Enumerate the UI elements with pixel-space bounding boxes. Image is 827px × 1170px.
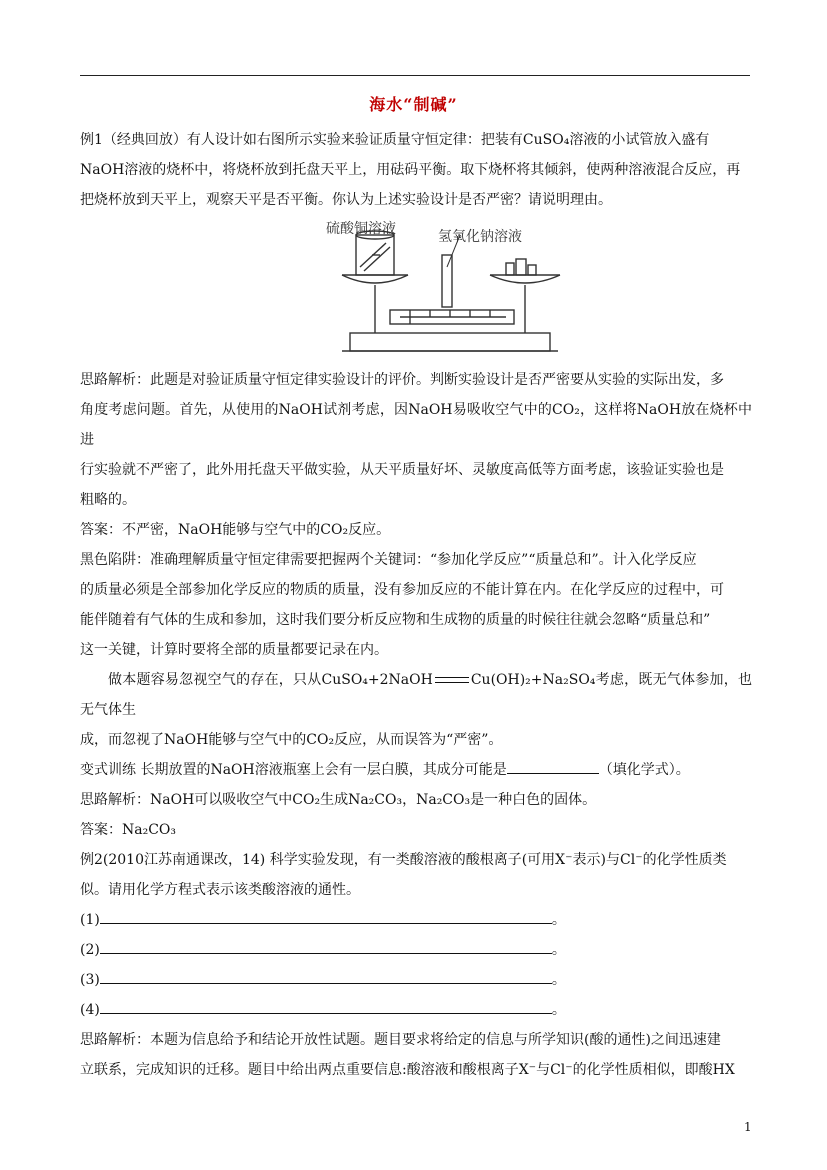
blank-line-2: [80, 935, 752, 965]
page-title: 海水“制碱”: [369, 95, 458, 114]
document-body: [80, 125, 752, 1085]
equation-equals-sign: [435, 677, 469, 683]
analysis-1-line-1: 思路解析：此题是对验证质量守恒定律实验设计的评价。判断实验设计是否严密要从实验的实际出发，多: [80, 372, 724, 388]
variant-prefix: 变式训练 长期放置的NaOH溶液瓶塞上会有一层白膜，其成分可能是: [80, 762, 507, 778]
balance-figure: [80, 215, 752, 365]
blank-1: [100, 909, 552, 924]
trap-line-3: 能伴随着有气体的生成和参加，这时我们要分析反应物和生成物的质量的时候往往就会忽略“质量总和”: [80, 612, 711, 628]
blank-label-3: (3): [80, 972, 100, 988]
trap-line-1: 黑色陷阱：准确理解质量守恒定律需要把握两个关键词：“参加化学反应”“质量总和”。计入化学反应: [80, 552, 697, 568]
analysis-1-line-2: 角度考虑问题。首先，从使用的NaOH试剂考虑，因NaOH易吸收空气中的CO₂，这样将NaOH放在烧杯中进: [80, 402, 752, 448]
figure-label-sodium-hydroxide: 氢氧化钠溶液: [438, 229, 522, 245]
analysis-1-line-4: 粗略的。: [80, 492, 136, 508]
trap-2-line-1: [80, 665, 752, 725]
trap-2-line-2: 成，而忽视了NaOH能够与空气中的CO₂反应，从而误答为“严密”。: [80, 732, 503, 748]
blank-end-3: 。: [551, 972, 566, 988]
blank-line-3: [80, 965, 752, 995]
balance-illustration: [320, 215, 590, 360]
answer-2: 答案：Na₂CO₃: [80, 822, 177, 838]
blank-label-4: (4): [80, 1002, 100, 1018]
answer-1: 答案：不严密，NaOH能够与空气中的CO₂反应。: [80, 522, 391, 538]
analysis-1-line-3: 行实验就不严密了，此外用托盘天平做实验，从天平质量好坏、灵敏度高低等方面考虑，该验证实验也是: [80, 462, 724, 478]
blank-end-2: 。: [551, 942, 566, 958]
analysis-3-line-1: 思路解析：本题为信息给予和结论开放性试题。题目要求将给定的信息与所学知识(酸的通性)之间迅速建: [80, 1032, 721, 1048]
example-1-line-3: 把烧杯放到天平上，观察天平是否平衡。你认为上述实验设计是否严密？请说明理由。: [80, 192, 612, 208]
header-rule: [80, 75, 750, 76]
blank-line-4: [80, 995, 752, 1025]
blank-4: [100, 999, 552, 1014]
variant-suffix: （填化学式）。: [598, 762, 690, 778]
equation-right: Cu(OH)₂+Na₂SO₄考虑，既无气体参加，也无气体生: [80, 672, 752, 718]
page-number: 1: [744, 1120, 752, 1134]
equation-left: 做本题容易忽视空气的存在，只从CuSO₄+2NaOH: [108, 672, 433, 688]
blank-3: [100, 969, 552, 984]
variant-exercise: [80, 755, 752, 785]
blank-2: [100, 939, 552, 954]
example-1-line-2: NaOH溶液的烧杯中，将烧杯放到托盘天平上，用砝码平衡。取下烧杯将其倾斜，使两种溶液混合反应，再: [80, 162, 741, 178]
analysis-2: 思路解析：NaOH可以吸收空气中CO₂生成Na₂CO₃，Na₂CO₃是一种白色的固体。: [80, 792, 597, 808]
example-2-line-2: 似。请用化学方程式表示该类酸溶液的通性。: [80, 882, 360, 898]
analysis-3-line-2: 立联系，完成知识的迁移。题目中给出两点重要信息:酸溶液和酸根离子X⁻与Cl⁻的化学性质相似，即酸HX: [80, 1062, 735, 1078]
variant-answer-blank: [507, 759, 599, 774]
blank-label-2: (2): [80, 942, 100, 958]
blank-line-1: [80, 905, 752, 935]
figure-label-copper-sulfate: 硫酸铜溶液: [326, 221, 396, 237]
trap-line-2: 的质量必须是全部参加化学反应的物质的质量，没有参加反应的不能计算在内。在化学反应的过程中，可: [80, 582, 724, 598]
example-1-line-1: 例1（经典回放）有人设计如右图所示实验来验证质量守恒定律：把装有CuSO₄溶液的小试管放入盛有: [80, 132, 710, 148]
blank-label-1: (1): [80, 912, 100, 928]
blank-end-1: 。: [551, 912, 566, 928]
example-2-line-1: 例2(2010江苏南通课改，14) 科学实验发现，有一类酸溶液的酸根离子(可用X⁻表示)与Cl⁻的化学性质类: [80, 852, 727, 868]
trap-line-4: 这一关键，计算时要将全部的质量都要记录在内。: [80, 642, 388, 658]
blank-end-4: 。: [551, 1002, 566, 1018]
